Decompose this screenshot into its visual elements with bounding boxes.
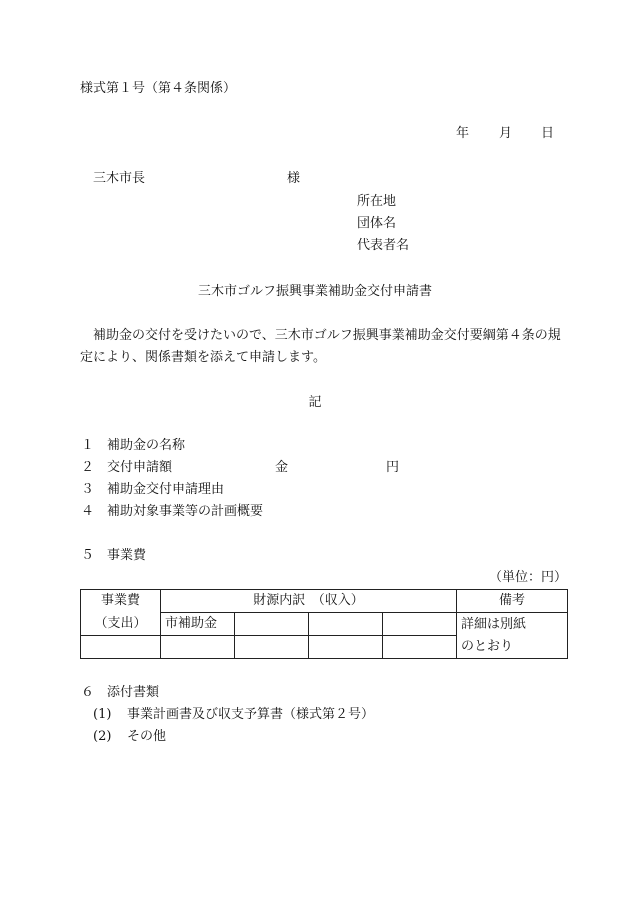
table-row	[81, 613, 568, 636]
project-cost-header: 事業費	[81, 590, 161, 613]
remarks-cell	[457, 613, 568, 659]
remarks-header: 備考	[457, 590, 568, 613]
date-month-label: 月	[499, 126, 513, 141]
item-2-label: 交付申請額	[107, 460, 173, 475]
item-4-label: 補助対象事業等の計画概要	[107, 504, 264, 519]
item-2-amount-suffix: 円	[386, 460, 400, 475]
attachment-2-number: (2)	[93, 729, 112, 744]
subsidy-value	[161, 636, 235, 659]
applicant-organization-label: 団体名	[357, 216, 397, 231]
item-2-amount-prefix: 金	[275, 460, 289, 475]
item-5-label: 事業費	[107, 548, 147, 563]
remarks-line-2: のとおり	[461, 638, 514, 654]
attachment-2-text: その他	[127, 729, 167, 744]
remarks-line-1: 詳細は別紙	[461, 616, 527, 632]
item-5-number: ５	[81, 548, 95, 563]
date-day-label: 日	[541, 126, 555, 141]
ki-heading: 記	[308, 395, 322, 410]
item-6-label: 添付書類	[107, 685, 160, 700]
project-cost-value	[81, 636, 161, 659]
funding-col-2-value	[235, 636, 309, 659]
table-row	[81, 590, 568, 613]
applicant-representative-label: 代表者名	[357, 238, 410, 253]
expenditure-header: （支出）	[81, 613, 161, 636]
subsidy-header: 市補助金	[161, 613, 235, 636]
addressee-honorific: 様	[287, 171, 301, 186]
applicant-address-label: 所在地	[357, 194, 397, 209]
funding-col-3-value	[309, 636, 383, 659]
item-3-label: 補助金交付申請理由	[107, 482, 225, 497]
attachment-1-number: (1)	[93, 707, 112, 722]
funding-col-4-header	[383, 613, 457, 636]
item-4-number: ４	[81, 504, 95, 519]
budget-unit: （単位：円）	[488, 570, 567, 585]
funding-col-3-header	[309, 613, 383, 636]
budget-table	[80, 589, 568, 659]
addressee-name: 三木市長	[93, 171, 146, 186]
item-1-label: 補助金の名称	[107, 438, 186, 453]
funding-breakdown-header: 財源内訳 （収入）	[161, 590, 457, 613]
form-number: 様式第１号（第４条関係）	[80, 81, 237, 96]
attachment-1-text: 事業計画書及び収支予算書（様式第２号）	[127, 707, 375, 722]
item-6-number: ６	[81, 685, 95, 700]
item-2-number: ２	[81, 460, 95, 475]
document-title: 三木市ゴルフ振興事業補助金交付申請書	[197, 284, 432, 299]
funding-col-4-value	[383, 636, 457, 659]
funding-col-2-header	[235, 613, 309, 636]
item-1-number: １	[81, 438, 95, 453]
item-3-number: ３	[81, 482, 95, 497]
date-year-label: 年	[456, 126, 470, 141]
body-paragraph: 補助金の交付を受けたいので、三木市ゴルフ振興事業補助金交付要綱第４条の規定により、関係書類を添えて申請します。	[80, 328, 561, 365]
